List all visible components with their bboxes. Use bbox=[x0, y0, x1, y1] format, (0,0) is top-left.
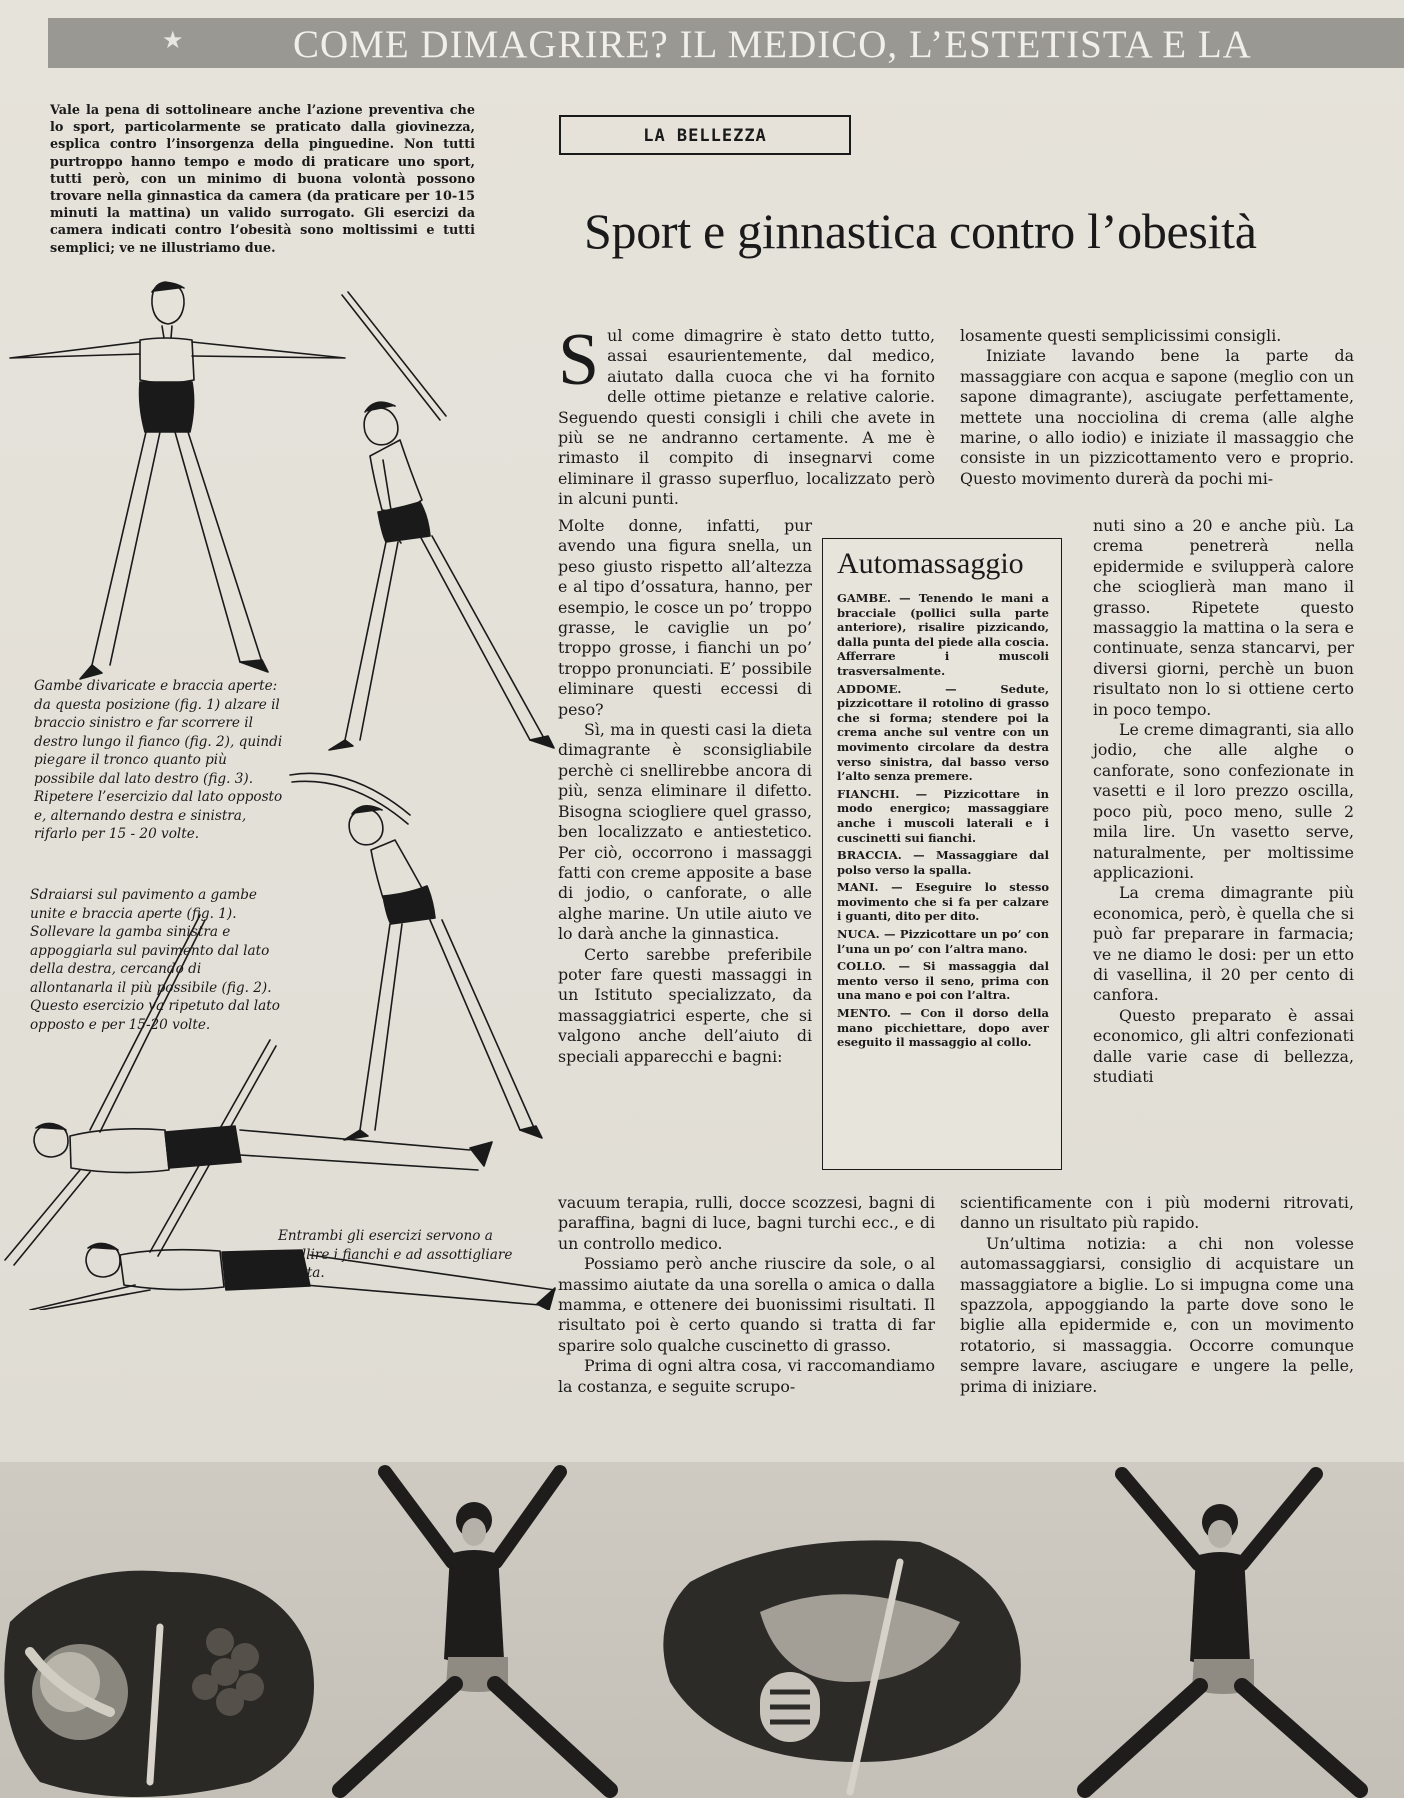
article-paragraph-5: Prima di ogni altra cosa, vi raccomandiamo la costanza, e seguite scrupo- bbox=[558, 1356, 935, 1396]
article-column-b-top bbox=[960, 326, 1354, 489]
running-header-title: COME DIMAGRIRE? IL MEDICO, L’ESTETISTA E LA bbox=[293, 23, 1252, 66]
side-bend-figure-3 bbox=[290, 773, 542, 1140]
article-paragraph-2: Sì, ma in questi casi la dieta dimagrante è sconsigliabile perchè ci snellirebbe ancora di più, senza eliminare il difetto. Bisogna sciogliere quel grasso, ben localizzato e antiestetico. Per ciò, occorrono i massaggi fatti con creme apposite a base di jodio, o canforate, o alle alghe marine. Un utile aiuto ve lo darà anche la ginnastica. bbox=[558, 720, 812, 944]
article-paragraph-q5a: Questo preparato è assai economico, gli altri confezionati dalle varie case di bellezza, studiati bbox=[1093, 1005, 1354, 1086]
article-paragraph-q3: Le creme dimagranti, sia allo jodio, che alle alghe o canforate, sono confezionate in vasetti e il loro prezzo oscilla, poco più, poco meno, sulle 2 mila lire. Un vasetto serve, naturalmente, per moltissime applicazioni. bbox=[1093, 720, 1354, 882]
box-item: MENTO. — Con il dorso della mano picchiettare, dopo aver eseguito il massaggio al collo. bbox=[837, 1006, 1049, 1050]
article-paragraph-1b: Molte donne, infatti, pur avendo una figura snella, un peso giusto rispetto all’altezza e al tipo d’ossatura, hanno, per esempio, le cosce un po’ troppo grasse, le caviglie un po’ troppo grosse, i fianchi un po’ troppo pronunciati. E’ possibile eliminare questi eccessi di peso? bbox=[558, 516, 812, 719]
box-title: Automassaggio bbox=[837, 547, 1024, 580]
article-title: Sport e ginnastica contro l’obesità bbox=[584, 203, 1257, 259]
article-column-a-bottom bbox=[558, 1193, 935, 1397]
article-paragraph-3a: Certo sarebbe preferibile poter fare questi massaggi in un Istituto specializzato, da massaggiatrici esperte, che si valgono anche dell’aiuto di speciali apparecchi e bagni: bbox=[558, 944, 812, 1066]
box-item: ADDOME. — Sedute, pizzicottare il rotolino di grasso che si forma; stendere poi la crema anche sul ventre con un movimento circolare da destra verso sinistra, dal basso verso l’alto senza premere. bbox=[837, 681, 1049, 784]
star-icon: ★ bbox=[162, 26, 184, 54]
woman-star-jump-photo-2 bbox=[1085, 1474, 1360, 1790]
article-paragraph-4: Possiamo però anche riuscire da sole, o al massimo aiutate da una sorella o amica o dalla mamma, e ottenere dei buonissimi risultati. Il risultato poi è certo quando si tratta di far sparire solo qualche cuscinetto di grasso. bbox=[558, 1254, 935, 1355]
food-plate-photo-1 bbox=[4, 1571, 314, 1797]
article-paragraph-1 bbox=[558, 319, 935, 510]
article-paragraph-1-text: ul come dimagrire è stato detto tutto, assai esaurientemente, dal medico, aiutato dalla cuoca che vi ha fornito delle ottime pietanze e relative calorie. Seguendo questi consigli i chili che avete in più se ne andranno certamente. A me è rimasto il compito di insegnarvi come eliminare il grasso superfluo, localizzato però in alcuni punti. bbox=[558, 326, 935, 509]
box-item: FIANCHI. — Pizzicottare in modo energico; massaggiare anche i muscoli laterali e i cuscinetti sui fianchi. bbox=[837, 786, 1049, 845]
article-paragraph-3b: vacuum terapia, rulli, docce scozzesi, bagni di paraffina, bagni di luce, bagni turchi ecc., e di un controllo medico. bbox=[558, 1193, 935, 1253]
article-paragraph-q2b: nuti sino a 20 e anche più. La crema penetrerà nella epidermide e svilupperà calore che scioglierà man mano il grasso. Ripetete questo massaggio la mattina o la sera e continuate, senza stancarvi, per diversi giorni, perchè un buon risultato non lo si ottiene certo in poco tempo. bbox=[1093, 516, 1354, 719]
bottom-photo-drawing bbox=[0, 1462, 1404, 1798]
caption-exercise-2: Sdraiarsi sul pavimento a gambe unite e braccia aperte (fig. 1). Sollevare la gamba sinistra e appoggiarla sul pavimento dal lato della destra, cercando di allontanarla il più possibile (fig. 2). Questo esercizio va ripetuto dal lato opposto e per 15-20 volte. bbox=[30, 887, 280, 1033]
caption-exercise-1: Gambe divaricate e braccia aperte: da questa posizione (fig. 1) alzare il braccio sinistro e far scorrere il destro lungo il fianco (fig. 2), quindi piegare il tronco quanto più possibile dal lato destro (fig. 3). Ripetere l’esercizio dal lato opposto e, alternando destra e sinistra, rifarlo per 15 - 20 volte. bbox=[34, 678, 283, 842]
article-paragraph-q1: losamente questi semplicissimi consigli. bbox=[960, 326, 1282, 345]
box-item: BRACCIA. — Massaggiare dal polso verso la spalla. bbox=[837, 848, 1049, 877]
box-item: MANI. — Eseguire lo stesso movimento che si fa per calzare i guanti, dito per dito. bbox=[837, 880, 1049, 924]
article-paragraph-q2: Iniziate lavando bene la parte da massaggiare con acqua e sapone (meglio con un sapone dimagrante), asciugate perfettamente, mettete una nocciolina di crema (alle alghe marine, o allo iodio) e iniziate il massaggio che consiste in un pizzicottamento vero e proprio. Questo movimento durerà da pochi mi- bbox=[960, 346, 1354, 488]
standing-figure-1 bbox=[10, 282, 345, 679]
food-plate-photo-2 bbox=[663, 1540, 1021, 1792]
section-label: LA BELLEZZA bbox=[643, 126, 767, 146]
article-column-a-narrow bbox=[558, 516, 812, 1067]
box-item: COLLO. — Si massaggia dal mento verso il seno, prima con una mano e poi con l’altra. bbox=[837, 959, 1049, 1003]
bottom-photo-strip bbox=[0, 1462, 1404, 1798]
intro-paragraph: Vale la pena di sottolineare anche l’azione preventiva che lo sport, particolarmente se praticato dalla giovinezza, esplica contro l’insorgenza della pinguedine. Non tutti purtroppo hanno tempo e modo di praticare uno sport, tutti però, con un minimo di buona volontà possono trovare nella ginnastica da camera (da praticare per 10-15 minuti la mattina) un valido surrogato. Gli esercizi da camera indicati contro l’obesità sono moltissimi e tutti semplici; ve ne illustriamo due. bbox=[50, 103, 475, 256]
article-paragraph-q4: La crema dimagrante più economica, però, è quella che si può far preparare in farmacia; ve ne diamo le dosi: per un etto di vasellina, il 20 per cento di canfora. bbox=[1093, 883, 1354, 1005]
automassaggio-box bbox=[822, 538, 1062, 1170]
article-paragraph-q5b: scientificamente con i più moderni ritrovati, danno un risultato più rapido. bbox=[960, 1193, 1354, 1233]
box-text bbox=[837, 591, 1049, 1050]
side-bend-figure-2 bbox=[329, 292, 554, 750]
article-column-b-bottom bbox=[960, 1193, 1354, 1397]
drop-cap: S bbox=[558, 319, 600, 401]
article-paragraph-q6: Un’ultima notizia: a chi non volesse automassaggiarsi, consiglio di acquistare un massaggiatore a biglie. Lo si impugna come una spazzola, appoggiando la parte dove sono le biglie alla epidermide e, con un movimento rotatorio, si massaggia. Occorre comunque sempre lavare, asciugare e ungere la pelle, prima di iniziare. bbox=[960, 1233, 1354, 1396]
running-header bbox=[48, 18, 1404, 68]
article-column-a-top bbox=[558, 319, 935, 510]
box-item: NUCA. — Pizzicottare un po’ con l’una un po’ con l’altra mano. bbox=[837, 927, 1049, 956]
box-item: GAMBE. — Tenendo le mani a bracciale (pollici sulla parte anteriore), risalire pizzicando, dalla punta del piede alla coscia. Afferrare i muscoli trasversalmente. bbox=[837, 591, 1049, 678]
section-box bbox=[559, 115, 851, 155]
woman-star-jump-photo-1 bbox=[340, 1472, 610, 1790]
caption-summary: Entrambi gli esercizi servono a snellire i fianchi e ad assottigliare la vita. bbox=[278, 1228, 513, 1281]
article-column-b-narrow bbox=[1093, 516, 1354, 1087]
